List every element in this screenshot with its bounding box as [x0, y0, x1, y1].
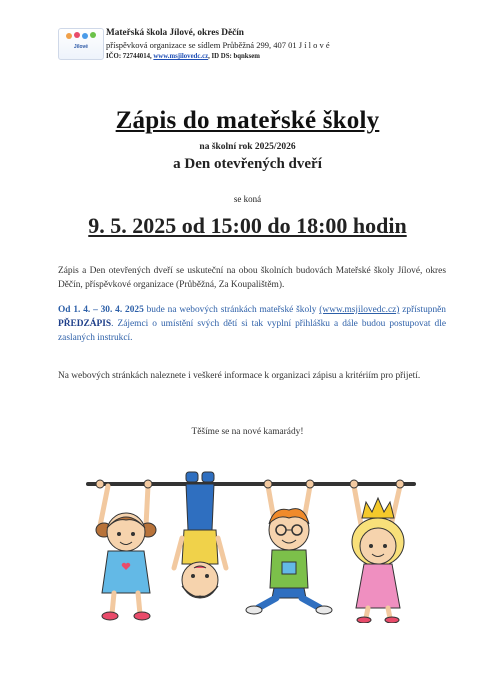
preregistration-link[interactable]: (www.msjilovedc.cz) [319, 305, 400, 315]
school-ids-suffix: , ID DS: bqnksem [208, 53, 260, 60]
preregistration-dates: Od 1. 4. – 30. 4. 2025 [58, 305, 144, 315]
paragraph-preregistration [58, 303, 446, 345]
page-title: Zápis do mateřské školy [115, 107, 380, 134]
logo-text: Jílové [73, 44, 89, 50]
school-address: příspěvková organizace se sídlem Průběžná 299, 407 01 J í l o v é [106, 40, 330, 50]
preregistration-text-c: . Zájemci o umístění svých dětí si tak vyplní přihlášku a dále budou postupovat dle zaslaných instrukcí. [58, 319, 446, 343]
paragraph-info: Na webových stránkách naleznete i veškeré informace k organizaci zápisu a kritériím pro přijetí. [58, 371, 421, 381]
girl-crown-icon [350, 480, 404, 623]
letterhead [106, 27, 330, 63]
event-date: 9. 5. 2025 od 15:00 do 18:00 hodin [88, 213, 407, 238]
school-ids [106, 51, 330, 63]
girl-pigtails-icon [96, 480, 156, 620]
school-logo [58, 28, 104, 60]
greeting: Těšíme se na nové kamarády! [191, 427, 304, 437]
boy-upside-down-icon [174, 472, 226, 598]
bar-icon [86, 482, 416, 486]
school-name: Mateřská škola Jílové, okres Děčín [106, 28, 244, 38]
takes-place-label: se koná [233, 194, 262, 204]
logo-kids-icon [59, 29, 103, 43]
school-year: na školní rok 2025/2026 [199, 142, 296, 152]
children-hanging-on-bar-icon [78, 468, 423, 623]
school-ids-prefix: IČO: 72744014, [106, 53, 154, 60]
preregistration-text-a: bude na webových stránkách mateřské školy [143, 305, 320, 315]
preregistration-text-b: zpřístupněn [399, 305, 446, 315]
open-day-title: a Den otevřených dveří [173, 156, 322, 172]
boy-glasses-icon [246, 480, 332, 614]
preregistration-keyword: PŘEDZÁPIS [58, 319, 112, 329]
paragraph-locations: Zápis a Den otevřených dveří se uskuteční na obou školních budovách Mateřské školy Jílové, okres Děčín, příspěvkové organizace (Průběžná, Za Koupalištěm). [58, 266, 446, 290]
school-website-link[interactable]: www.msjilovedc.cz [153, 53, 209, 60]
